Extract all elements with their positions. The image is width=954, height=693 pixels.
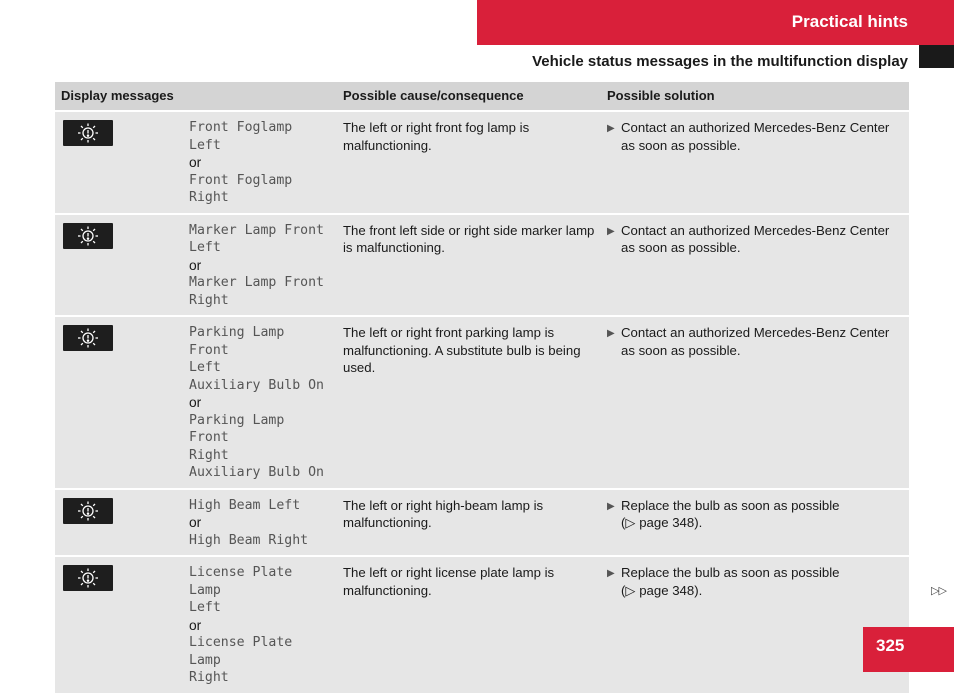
table-row bbox=[55, 111, 909, 214]
or-separator: or bbox=[189, 515, 202, 530]
display-message-line: Right bbox=[189, 292, 229, 308]
display-message-line: Right bbox=[189, 447, 229, 463]
table-header-row bbox=[55, 82, 909, 111]
bulb-warning-icon bbox=[63, 120, 113, 146]
display-message-line: High Beam Right bbox=[189, 532, 309, 548]
solution-line: as soon as possible. bbox=[621, 342, 741, 358]
or-separator: or bbox=[189, 155, 202, 170]
display-message-line: Parking Lamp Front bbox=[189, 325, 285, 358]
page-number-text: 325 bbox=[876, 636, 905, 655]
cause-cell: The left or right high-beam lamp is malfunctioning. bbox=[337, 489, 601, 557]
solution-text bbox=[621, 222, 889, 257]
solution-cell bbox=[601, 556, 909, 693]
display-message-cell bbox=[55, 316, 337, 489]
display-message-line: High Beam Left bbox=[189, 497, 301, 513]
or-separator: or bbox=[189, 257, 202, 273]
table-row bbox=[55, 214, 909, 317]
solution-text bbox=[621, 324, 889, 359]
display-message-line: License Plate Lamp bbox=[189, 565, 293, 598]
solution-line: Contact an authorized Mercedes-Benz Center bbox=[621, 120, 890, 135]
bulb-warning-icon bbox=[63, 325, 113, 351]
display-message-line: Left bbox=[189, 600, 221, 615]
bullet-triangle-icon: ▶ bbox=[607, 568, 615, 579]
solution-line: (▷ page 348). bbox=[621, 515, 703, 530]
display-message-line: Front Foglamp Left bbox=[189, 120, 293, 153]
chapter-header bbox=[477, 0, 954, 45]
or-separator: or bbox=[189, 617, 202, 633]
display-message-line: Auxiliary Bulb On bbox=[189, 377, 324, 393]
display-message-line: Right bbox=[189, 190, 229, 205]
page-number bbox=[863, 627, 954, 672]
display-message-line: Auxiliary Bulb On bbox=[189, 465, 324, 480]
table-row bbox=[55, 489, 909, 557]
solution-line: as soon as possible. bbox=[621, 137, 741, 153]
column-header-display-messages: Display messages bbox=[55, 82, 337, 111]
display-message-line: Marker Lamp Front bbox=[189, 222, 324, 238]
solution-line: as soon as possible. bbox=[621, 240, 741, 255]
solution-line: Replace the bulb as soon as possible bbox=[621, 497, 840, 513]
solution-cell bbox=[601, 489, 909, 557]
display-message-line: Left bbox=[189, 360, 221, 375]
display-message-text bbox=[189, 564, 331, 687]
bullet-triangle-icon: ▶ bbox=[607, 225, 615, 237]
solution-text bbox=[621, 119, 889, 154]
section-title: Vehicle status messages in the multifunction display bbox=[532, 53, 908, 70]
bullet-triangle-icon: ▶ bbox=[607, 500, 615, 512]
or-separator: or bbox=[189, 395, 202, 410]
table-row bbox=[55, 556, 909, 693]
cause-cell: The left or right license plate lamp is malfunctioning. bbox=[337, 556, 601, 693]
bulb-warning-icon bbox=[63, 498, 113, 524]
solution-cell bbox=[601, 111, 909, 214]
status-messages-table bbox=[55, 82, 909, 693]
display-message-line: Parking Lamp Front bbox=[189, 412, 285, 445]
solution-line: Contact an authorized Mercedes-Benz Center bbox=[621, 325, 890, 340]
bullet-triangle-icon: ▶ bbox=[607, 328, 615, 339]
display-message-text bbox=[189, 119, 331, 207]
cause-cell: The left or right front parking lamp is malfunctioning. A substitute bulb is being used. bbox=[337, 316, 601, 489]
display-message-text bbox=[189, 497, 331, 550]
display-message-line: Marker Lamp Front bbox=[189, 275, 324, 290]
column-header-possible-solution: Possible solution bbox=[601, 82, 909, 111]
display-message-line: Left bbox=[189, 240, 221, 255]
continued-arrow-icon: ▷▷ bbox=[931, 585, 946, 597]
column-header-possible-cause: Possible cause/consequence bbox=[337, 82, 601, 111]
table-row bbox=[55, 316, 909, 489]
solution-cell bbox=[601, 316, 909, 489]
display-message-cell bbox=[55, 111, 337, 214]
display-message-text bbox=[189, 324, 331, 482]
solution-line: Replace the bulb as soon as possible bbox=[621, 565, 840, 580]
bulb-warning-icon bbox=[63, 565, 113, 591]
display-message-line: Front Foglamp bbox=[189, 172, 293, 188]
cause-cell: The left or right front fog lamp is malfunctioning. bbox=[337, 111, 601, 214]
solution-text bbox=[621, 497, 839, 532]
chapter-title: Practical hints bbox=[791, 12, 908, 31]
display-message-cell bbox=[55, 214, 337, 317]
display-message-line: Right bbox=[189, 670, 229, 685]
display-message-line: License Plate Lamp bbox=[189, 635, 293, 668]
solution-cell bbox=[601, 214, 909, 317]
section-tab-marker bbox=[919, 45, 954, 68]
display-message-cell bbox=[55, 556, 337, 693]
solution-line: Contact an authorized Mercedes-Benz Center bbox=[621, 222, 890, 238]
display-message-cell bbox=[55, 489, 337, 557]
bulb-warning-icon bbox=[63, 223, 113, 249]
solution-text bbox=[621, 564, 839, 599]
display-message-text bbox=[189, 222, 331, 310]
solution-line: (▷ page 348). bbox=[621, 582, 703, 598]
cause-cell: The front left side or right side marker lamp is malfunctioning. bbox=[337, 214, 601, 317]
bullet-triangle-icon: ▶ bbox=[607, 123, 615, 134]
